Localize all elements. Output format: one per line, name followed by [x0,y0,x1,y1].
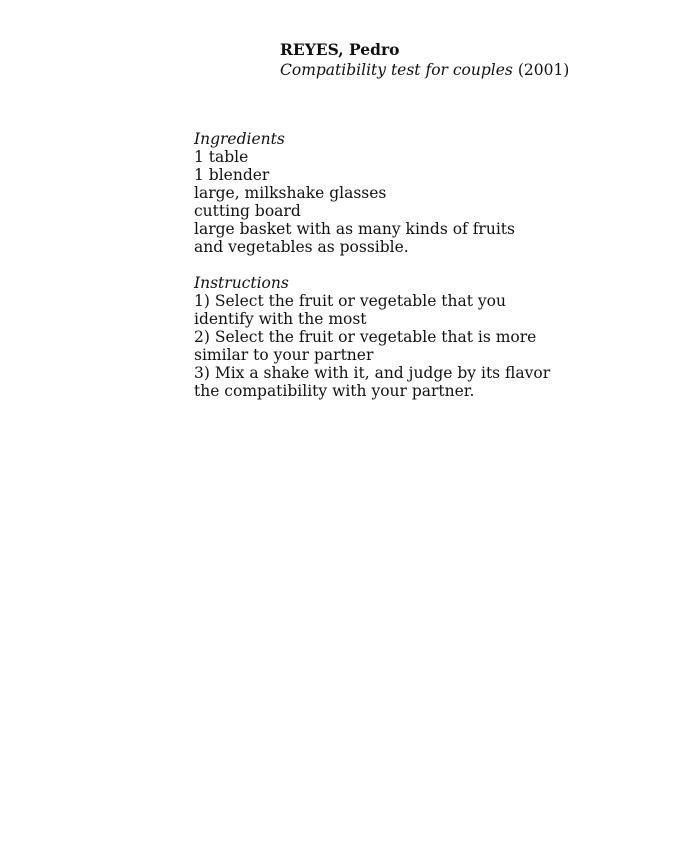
instruction-line: identify with the most [194,310,367,328]
instruction-line: 1) Select the fruit or vegetable that you [194,292,506,310]
instruction-line: 2) Select the fruit or vegetable that is more [194,328,537,346]
instructions-section [194,274,674,400]
instructions-heading: Instructions [194,274,289,292]
work-year: (2001) [517,61,570,79]
instruction-line: similar to your partner [194,346,374,364]
ingredient-line: large, milkshake glasses [194,184,387,202]
ingredient-line: 1 table [194,148,249,166]
ingredient-line: large basket with as many kinds of fruits [194,220,515,238]
ingredients-heading: Ingredients [194,130,285,148]
ingredients-section [194,130,674,256]
document-body [194,130,674,400]
instruction-line: 3) Mix a shake with it, and judge by its flavor [194,364,551,382]
instruction-line: the compatibility with your partner. [194,382,475,400]
author-name: REYES, Pedro [280,40,400,59]
work-title: Compatibility test for couples [280,61,513,79]
work-title-line [280,60,569,80]
ingredient-line: cutting board [194,202,301,220]
ingredient-line: 1 blender [194,166,270,184]
ingredient-line: and vegetables as possible. [194,238,409,256]
document-header [280,40,569,80]
